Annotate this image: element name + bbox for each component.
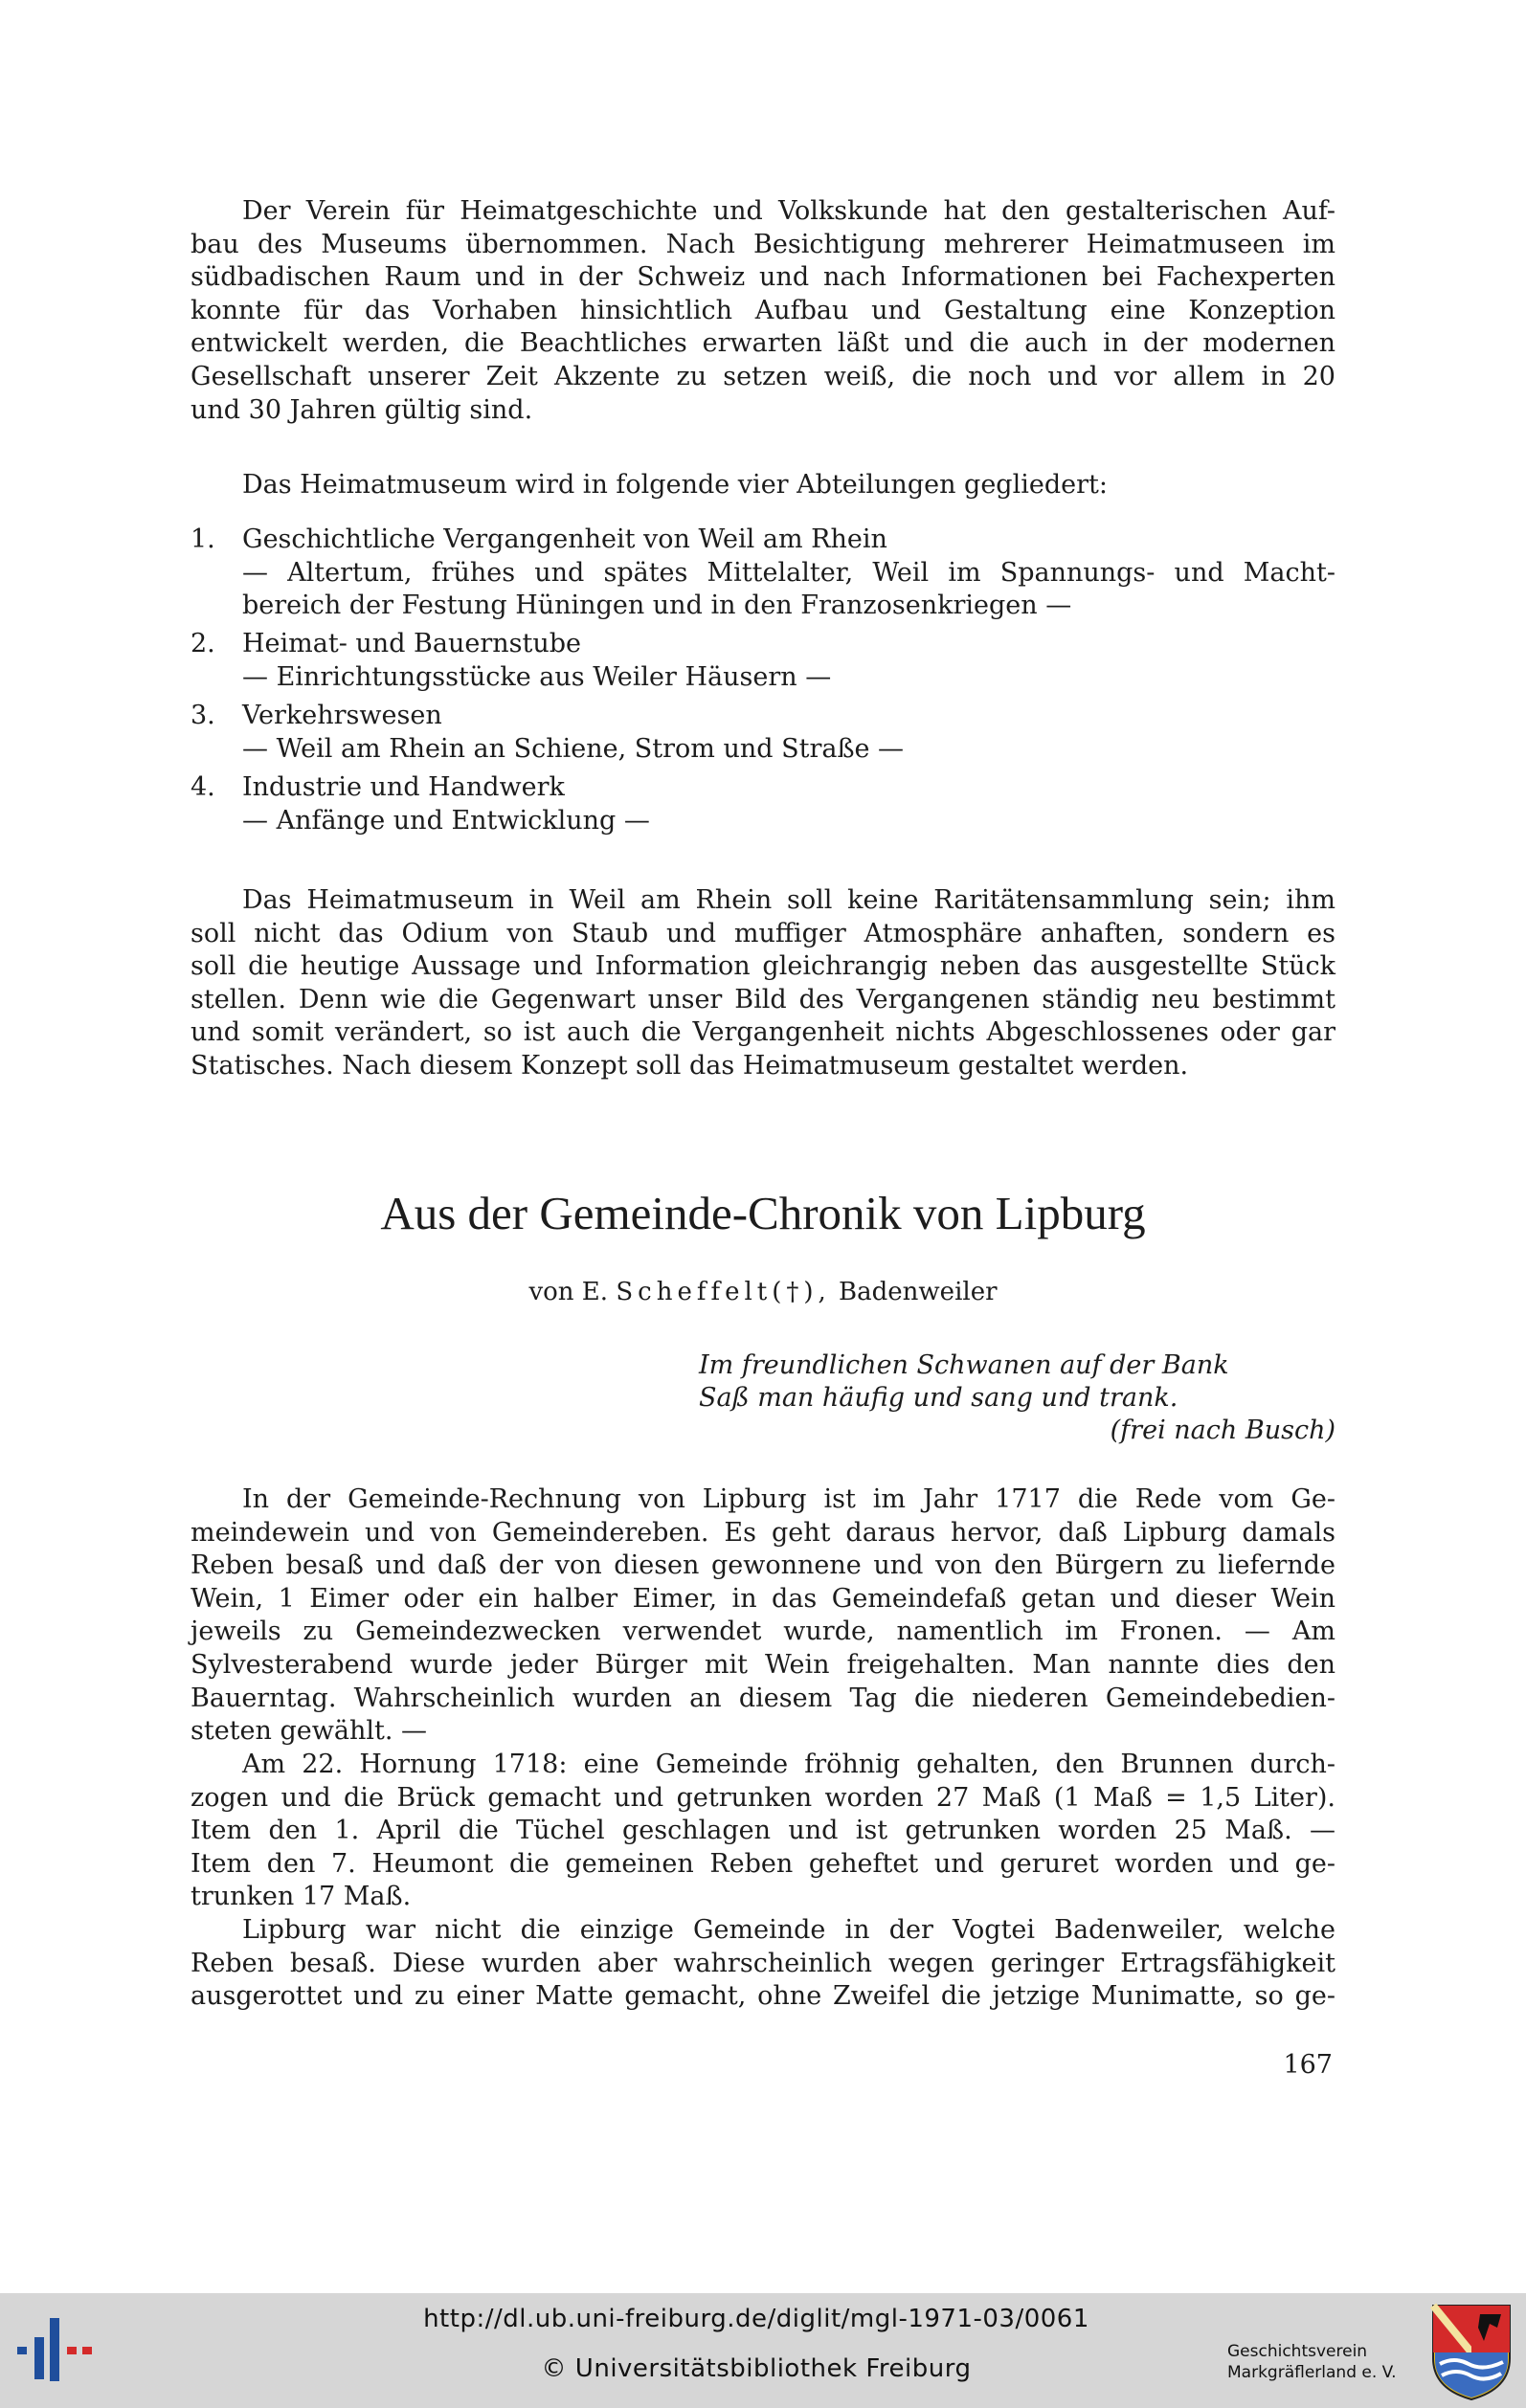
epigraph-line: Saß man häufig und sang und trank. (699, 1383, 1178, 1413)
text-line: Reben besaß. Diese wurden aber wahrscheinlich wegen geringer Ertragsfähigkeit (191, 1948, 1335, 1978)
text-line: Item den 1. April die Tüchel geschlagen und ist getrunken worden 25 Maß. — (191, 1816, 1335, 1846)
text-line: jeweils zu Gemeindezwecken verwendet wurde, namentlich im Fronen. — Am (191, 1616, 1335, 1647)
ub-freiburg-logo-icon[interactable] (17, 2314, 98, 2395)
text-line: Reben besaß und daß der von diesen gewonnene und von den Bürgern zu liefernde (191, 1550, 1335, 1581)
department-item (191, 524, 1335, 623)
article-para-2 (191, 1749, 1335, 1914)
item-title: Verkehrswesen (242, 701, 442, 730)
text-line: steten gewählt. — (191, 1716, 427, 1747)
text-line: ausgerottet und zu einer Matte gemacht, ohne Zweifel die jetzige Munimatte, so ge- (191, 1981, 1335, 2012)
article-byline (0, 1277, 1526, 1307)
copyright-text: © Universitätsbibliothek Freiburg (541, 2354, 972, 2383)
text-line: konnte für das Vorhaben hinsichtlich Aufbau und Gestaltung eine Konzeption (191, 295, 1335, 325)
text-line: bau des Museums übernommen. Nach Besichtigung mehrerer Heimatmuseen im (191, 229, 1335, 259)
item-desc: — Einrichtungsstücke aus Weiler Häusern — (242, 661, 832, 692)
intro-paragraph (191, 195, 1335, 427)
geschichtsverein-crest-icon (1430, 2303, 1513, 2406)
epigraph (699, 1349, 1335, 1447)
article-para-3 (191, 1914, 1335, 2014)
society-name: Geschichtsverein Markgräflerland e. V. (1227, 2342, 1397, 2382)
text-line: zogen und die Brück gemacht und getrunken worden 27 Maß (1 Maß = 1,5 Liter). (191, 1782, 1335, 1813)
text-line: Statisches. Nach diesem Konzept soll das Heimatmuseum gestaltet werden. (191, 1050, 1189, 1081)
article-title: Aus der Gemeinde-Chronik von Lipburg (380, 1187, 1146, 1239)
text-line: Wein, 1 Eimer oder ein halber Eimer, in das Gemeindefaß getan und dieser Wein (191, 1583, 1335, 1614)
text-line: soll die heutige Aussage und Information gleichrangig neben das ausgestellte Stück (191, 951, 1335, 982)
item-desc: bereich der Festung Hüningen und in den Franzosenkriegen — (242, 591, 1072, 621)
epigraph-attribution: (frei nach Busch) (1110, 1416, 1335, 1445)
text-line: Lipburg war nicht die einzige Gemeinde in der Vogtei Badenweiler, welche (242, 1915, 1335, 1945)
departments-intro: Das Heimatmuseum wird in folgende vier Abteilungen gegliedert: (242, 470, 1108, 500)
byline-author: Scheffelt(†), (616, 1278, 831, 1306)
text-line: trunken 17 Maß. (191, 1882, 412, 1912)
text-line: südbadischen Raum und in der Schweiz und nach Informationen bei Fachexperten (191, 262, 1335, 293)
text-line: soll nicht das Odium von Staub und muffiger Atmosphäre anhaften, sondern es (191, 918, 1335, 948)
epigraph-line: Im freundlichen Schwanen auf der Bank (699, 1350, 1229, 1380)
department-item (191, 771, 1335, 837)
text-line: Das Heimatmuseum in Weil am Rhein soll keine Raritätensammlung sein; ihm (242, 885, 1335, 915)
text-line: und somit verändert, so ist auch die Vergangenheit nichts Abgeschlossenes oder gar (191, 1017, 1335, 1048)
text-line: In der Gemeinde-Rechnung von Lipburg ist im Jahr 1717 die Rede vom Ge- (242, 1484, 1335, 1514)
page-number: 167 (1283, 2050, 1333, 2080)
item-title: Geschichtliche Vergangenheit von Weil am Rhein (242, 524, 887, 554)
text-line: entwickelt werden, die Beachtliches erwarten läßt und die auch in der modernen (191, 328, 1335, 359)
item-number: 2. (191, 629, 215, 658)
byline-prefix: von E. (528, 1278, 609, 1306)
byline-place: Badenweiler (839, 1278, 998, 1306)
museum-paragraph (191, 884, 1335, 1083)
text-line: Bauerntag. Wahrscheinlich wurden an diesem Tag die niederen Gemeindebedien- (191, 1683, 1335, 1713)
text-line: und 30 Jahren gültig sind. (191, 394, 533, 425)
text-line: Gesellschaft unserer Zeit Akzente zu setzen weiß, die noch und vor allem in 20 (191, 361, 1335, 391)
item-number: 4. (191, 772, 215, 802)
item-title: Heimat- und Bauernstube (242, 629, 582, 658)
text-line: stellen. Denn wie die Gegenwart unser Bild des Vergangenen ständig neu bestimmt (191, 984, 1335, 1014)
text-line: Am 22. Hornung 1718: eine Gemeinde fröhnig gehalten, den Brunnen durch- (242, 1750, 1335, 1779)
item-desc: — Altertum, frühes und spätes Mittelalter, Weil im Spannungs- und Macht- (242, 557, 1335, 588)
department-item (191, 628, 1335, 694)
item-title: Industrie und Handwerk (242, 772, 565, 802)
item-number: 3. (191, 701, 215, 730)
text-line: Item den 7. Heumont die gemeinen Reben geheftet und geruret worden und ge- (191, 1848, 1335, 1879)
text-line: Sylvesterabend wurde jeder Bürger mit Wein freigehalten. Man nannte dies den (191, 1649, 1335, 1680)
viewer-footer (0, 2293, 1526, 2408)
item-desc: — Weil am Rhein an Schiene, Strom und Straße — (242, 733, 905, 764)
item-desc: — Anfänge und Entwicklung — (242, 805, 650, 836)
text-line: meindewein und von Gemeindereben. Es geht daraus hervor, daß Lipburg damals (191, 1517, 1335, 1548)
department-item (191, 700, 1335, 766)
document-url-link[interactable]: http://dl.ub.uni-freiburg.de/diglit/mgl-1971-03/0061 (423, 2305, 1089, 2333)
item-number: 1. (191, 524, 215, 554)
text-line: Der Verein für Heimatgeschichte und Volkskunde hat den gestalterischen Auf- (242, 196, 1335, 226)
article-para-1 (191, 1483, 1335, 1749)
